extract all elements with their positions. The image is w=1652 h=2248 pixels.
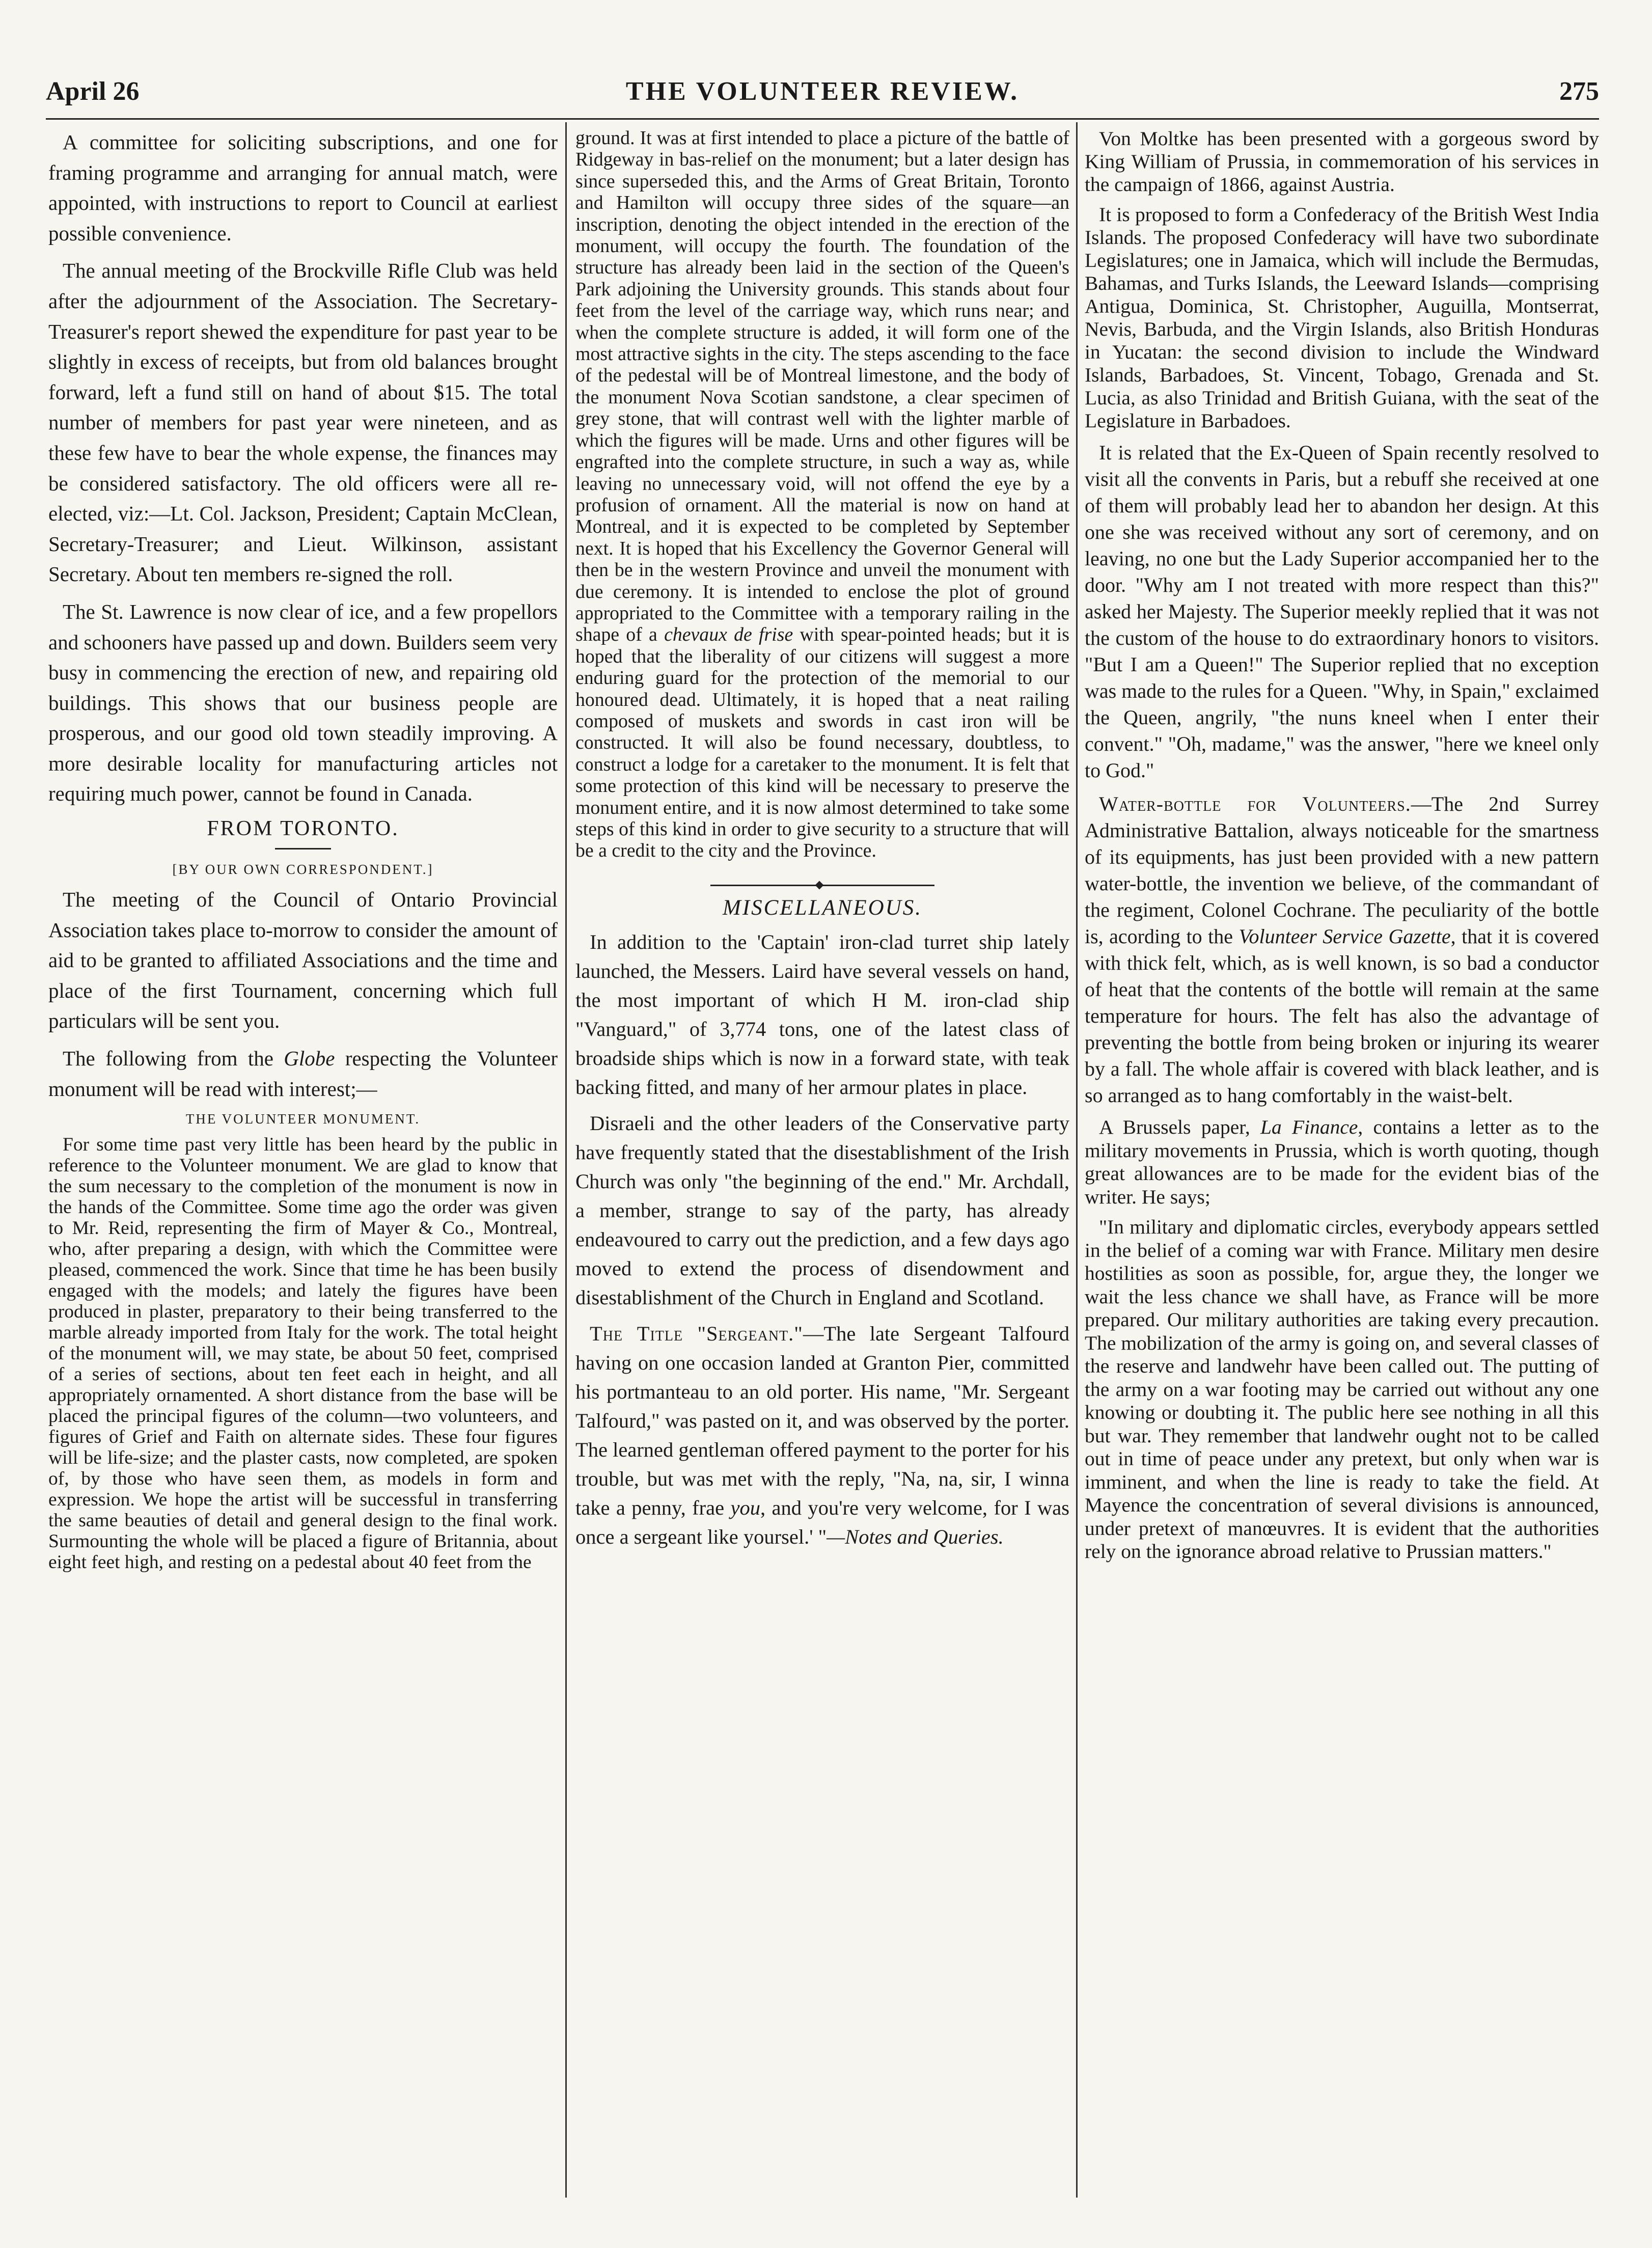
column-3 [1085,127,1599,1571]
subhead-volunteer-monument: THE VOLUNTEER MONUMENT. [185,1111,421,1127]
section-rule [275,848,331,849]
paragraph-turret-ship: In addition to the 'Captain' iron-clad turret ship lately launched, the Messers. Laird have several vessels on hand, the most important of which H M. iron-clad ship "Vanguard," of 3,774 tons, one of the latest class of broadside ships which is now in a forward state, with teak backing fitted, and many of her armour plates in place. [575,930,1069,1099]
globe-title: Globe [284,1047,335,1071]
paragraph-ex-queen: It is related that the Ex-Queen of Spain recently resolved to visit all the convents in Paris, but a rebuff she received at one of them will probably lead her to abandon her design. At this one she was received without any sort of ceremony, and on leaving, no one but the Lady Superior accompanied her to the door. "Why am I not treated with more respect than this?" asked her Majesty. The Superior meekly replied that it was not the custom of the house to do extraordinary honors to visitors. "But I am a Queen!" The Superior replied that no exception was made to the rules for a Queen. "Why, in Spain," exclaimed the Queen, angrily, "the nuns kneel when I enter their convent." "Oh, madame," was the answer, "here we kneel only to God." [1085,441,1599,782]
chevaux-de-frise: chevaux de frise [664,624,793,646]
column-divider [565,122,567,2198]
volunteer-service-gazette: Volunteer Service Gazette [1238,925,1451,948]
la-finance: La Finance [1260,1116,1358,1138]
paragraph-monument-continued: ground. It was at first intended to place a picture of the battle of Ridgeway in bas-relief on the monument; but a later design has since superseded this, and the Arms of Great Britain, Toronto and Hamilton will occupy three sides of the square—an inscription, denoting the object intended in the erection of the monument, will occupy the fourth. The foundation of the structure has already been laid in the section of the Queen's Park adjoining the University grounds. This stands about four feet from the level of the carriage way, which runs near; and when the complete structure is added, it will form one of the most attractive sights in the city. The steps ascending to the face of the pedestal will be of Montreal limestone, and the body of the monument Nova Scotian sandstone, a clear specimen of grey stone, that will contrast well with the lighter marble of which the figures will be made. Urns and other figures will be engrafted into the complete structure, in such a way as, while leaving no unnecessary void, will not offend the eye by a profusion of ornament. All the material is now on hand at Montreal, and it is expected to be completed by September next. It is hoped that his Excellency the Governor General will then be in the western Province and unveil the monument with due ceremony. It is intended to enclose the plot of ground appropriated to the Committee with a temporary railing in the shape of a chevaux de frise with spear-pointed heads; but it is hoped that the liberality of our citizens will suggest a more enduring guard for the protection of the memorial to our honoured dead. Ultimately, it is hoped that a neat railing composed of muskets and swords in cast iron will be constructed. It will also be found necessary, doubtless, to construct a lodge for a caretaker to the monument. It is felt that some protection of this kind will be necessary to preserve the monument entire, and it is now almost determined to take some steps of this kind in order to give security to a structure that will be a credit to the city and the Province. [575,127,1069,862]
water-bottle-lead: Water-bottle for Volunteers. [1099,792,1411,815]
running-head [46,76,1599,122]
paragraph-prussia-quote: "In military and diplomatic circles, everybody appears settled in the belief of a coming war with France. Military men desire hostilities as soon as possible, for, argue they, the longer we wait the less chance we shall have, as France will be more prepared. Our military authorities are taking every precaution. The mobilization of the army is going on, and several classes of the reserve and landwehr have been called out. The putting of the army on a war footing may be carried out without any one knowing or doubting it. The public here see nothing in all this but war. They remember that landwehr ought not to be called out in time of peace under any pretext, but only when war is imminent, and when the line is ready to take the field. At Mayence the concentration of several divisions is announced, under pretext of manœuvres. It is evident that the authorities rely on the ignorance abroad relative to Prussian matters." [1085,1216,1599,1562]
paragraph-rifle-club: The annual meeting of the Brockville Rifle Club was held after the adjournment of the Association. The Secretary-Treasurer's report shewed the expenditure for past year to be slightly in excess of receipts, but from old balances brought forward, left a fund still on hand of about $15. The total number of members for past year were nineteen, and as these few have to bear the whole expense, the finances may be considered satisfactory. The old officers were all re-elected, viz:—Lt. Col. Jackson, President; Captain McClean, Secretary-Treasurer; and Lieut. Wilkinson, assistant Secretary. About ten members re-signed the roll. [48,259,558,586]
section-title-from-toronto: FROM TORONTO. [207,817,399,841]
byline: [BY OUR OWN CORRESPONDENT.] [172,862,434,878]
masthead-title: THE VOLUNTEER REVIEW. [625,77,1020,106]
paragraph-committee: A committee for soliciting subscriptions, and one for framing programme and arranging for annual match, were appointed, with instructions to report to Council at earliest possible convenience. [48,130,558,245]
paragraph-west-india: It is proposed to form a Confederacy of the British West India Islands. The proposed Confederacy will have two subordinate Legislatures; one in Jamaica, which will include the Bermudas, Bahamas, and Turks Islands, the Leeward Islands—comprising Antigua, Dominica, St. Christopher, Auguilla, Montserrat, Nevis, Barbuda, and the Virgin Islands, also British Honduras in Yucatan: the second division to include the Windward Islands, Barbadoes, St. Vincent, Tobago, Grenada and St. Lucia, as also Trinidad and British Guiana, with the seat of the Legislature in Barbadoes. [1085,203,1599,432]
paragraph-globe-intro: The following from the Globe respecting the Volunteer monument will be read with interest;— [48,1047,558,1101]
sergeant-lead: The Title "Sergeant." [590,1322,803,1345]
paragraph-brussels-paper: A Brussels paper, La Finance, contains a letter as to the military movements in Prussia, which is worth quoting, though great allowances are to be made for the evident bias of the writer. He says; [1085,1116,1599,1208]
section-title-miscellaneous: MISCELLANEOUS. [723,895,922,920]
paragraph-sergeant: The Title "Sergeant."—The late Sergeant Talfourd having on one occasion landed at Granton Pier, committed his portmanteau to an old porter. His name, "Mr. Sergeant Talfourd," was pasted on it, and was observed by the porter. The learned gentleman offered payment to the porter for his trouble, but was met with the reply, "Na, na, sir, I winna take a penny, frae you, and you're very welcome, for I was once a sergeant like yoursel.' "—Notes and Queries. [575,1322,1070,1548]
issue-date: April 26 [46,77,140,106]
notes-and-queries-source: —Notes and Queries. [827,1525,1004,1548]
paragraph-council-meeting: The meeting of the Council of Ontario Provincial Association takes place to-morrow to consider the amount of aid to be granted to affiliated Associations and the time and place of the first Tournament, concerning which full particulars will be sent you. [48,888,558,1033]
paragraph-monument: For some time past very little has been heard by the public in reference to the Volunteer monument. We are glad to know that the sum necessary to the completion of the monument is now in the hands of the Committee. Some time ago the order was given to Mr. Reid, representing the firm of Mayer & Co., Montreal, who, after preparing a design, with which the Committee were pleased, commenced the work. Since that time he has been busily engaged with the models; and lately the figures have been produced in plaster, preparatory to their being transferred to the marble already imported from Italy for the work. The total height of the monument will, we may state, be about 50 feet, comprised of a series of sections, about ten feet each in height, and all appropriately ornamented. A short distance from the base will be placed the principal figures of the column—two volunteers, and figures of Grief and Faith on alternate sides. These four figures will be life-size; and the plaster casts, now completed, are spoken of, by those who have seen them, as models in form and expression. We hope the artist will be successful in transferring the same beauties of detail and general design to the final work. Surmounting the whole will be placed a figure of Britannia, about eight feet high, and resting on a pedestal about 40 feet from the [48,1134,558,1573]
header-rule [46,118,1599,120]
column-2 [575,127,1069,1558]
paragraph-st-lawrence: The St. Lawrence is now clear of ice, and a few propellors and schooners have passed up and down. Builders seem very busy in commencing the erection of new, and repairing old buildings. This shows that our business people are prosperous, and our good old town steadily improving. A more desirable locality for manufacturing articles not requiring much power, cannot be found in Canada. [48,599,558,806]
paragraph-disraeli: Disraeli and the other leaders of the Conservative party have frequently stated that the disestablishment of the Irish Church was only "the beginning of the end." Mr. Archdall, a member, strange to say of the party, has already endeavoured to carry out the prediction, and a few days ago moved to extend the process of disendowment and disestablishment of the Church in England and Scotland. [575,1111,1069,1309]
column-divider [1076,122,1078,2198]
paragraph-von-moltke: Von Moltke has been presented with a gorgeous sword by King William of Prussia, in commemoration of his services in the campaign of 1866, against Austria. [1085,127,1599,196]
page-number: 275 [1559,77,1599,106]
paragraph-water-bottle: Water-bottle for Volunteers.—The 2nd Surrey Administrative Battalion, always noticeable for the smartness of its equipments, has just been provided with a new pattern water-bottle, the invention we believe, of the commandant of the regiment, Colonel Cochrane. The peculiarity of the bottle is, acording to the Volunteer Service Gazette, that it is covered with thick felt, which, as is well known, is so bad a conductor of heat that the contents of the bottle will remain at the same temperature for hours. The felt has also the advantage of preventing the bottle from being broken or injuring its wearer by a fall. The whole affair is covered with black leather, and is so arranged as to hang comfortably in the waist-belt. [1085,792,1600,1107]
column-1 [48,127,558,1580]
miscellaneous-ornament [710,882,934,888]
